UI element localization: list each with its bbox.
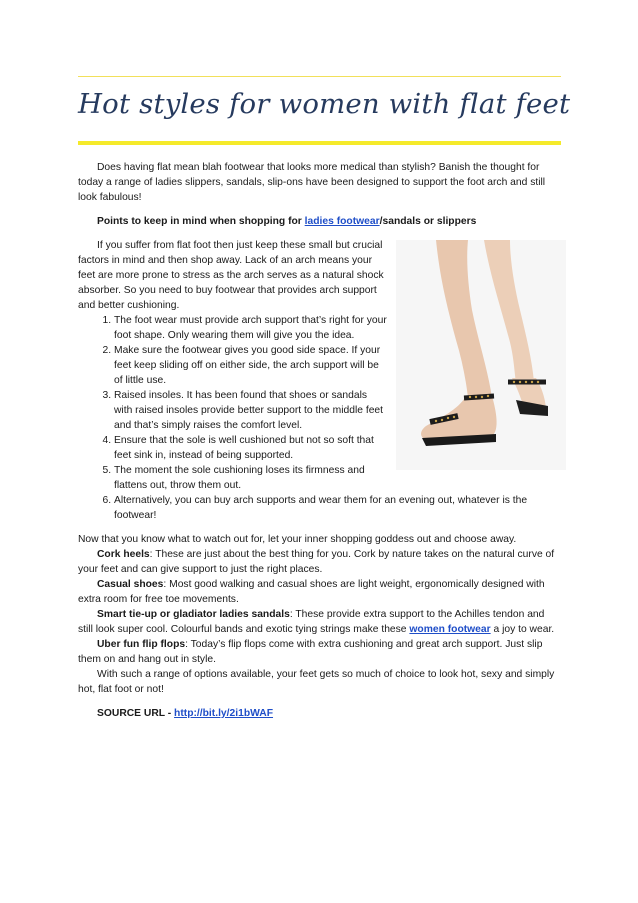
list-item: 2. Make sure the footwear gives you good side space. If your feet keep sliding off on either side, the arch support will be of little use. [114,343,562,388]
cork-heels-paragraph: Cork heels: These are just about the best thing for you. Cork by nature takes on the natural curve of your feet and can give support to just the right places. [78,549,555,575]
intro-paragraph: Does having flat mean blah footwear that looks more medical than stylish? Banish the thought for today a range of ladies slippers, sandals, slip-ons have been designed to support the foot arch and still look fabulous! [78,162,546,203]
casual-shoes-paragraph: Casual shoes: Most good walking and casual shoes are light weight, ergonomically designed with extra room for free toe movements. [78,579,545,605]
list-item: 6. Alternatively, you can buy arch supports and wear them for an evening out, whatever is the footwear! [114,493,562,523]
source-line: SOURCE URL - http://bit.ly/2i1bWAF [97,708,274,719]
sandals-photo [396,240,566,470]
para-flat-foot: If you suffer from flat foot then just keep these small but crucial factors in mind and then shop away. Lack of an arch means your feet are more prone to stress as the arch serves as a natural shock absorber. So you need to buy footwear that provides arch support and better cushioning. [78,238,562,313]
list-item: 4. Ensure that the sole is well cushioned but not so soft that feet sink in, instead of being supported. [114,433,562,463]
page-title: Hot styles for women with flat feet [78,88,571,120]
flip-flops-paragraph: Uber fun flip flops: Today’s flip flops come with extra cushioning and great arch support. Just slip them on and hang out in style. [78,639,543,665]
article-body [78,160,562,721]
para-shopping: Now that you know what to watch out for, let your inner shopping goddess out and choose away. [78,534,517,545]
source-url-link[interactable]: http://bit.ly/2i1bWAF [174,708,274,719]
title-underline [78,141,561,145]
ladies-footwear-link[interactable]: ladies footwear [304,216,380,227]
list-item: 1. The foot wear must provide arch support that’s right for your foot shape. Only wearing them will give you the idea. [114,313,562,343]
points-heading: Points to keep in mind when shopping for ladies footwear/sandals or slippers [97,216,477,227]
closing-paragraph: With such a range of options available, your feet gets so much of choice to look hot, sexy and simply hot, flat foot or not! [78,669,555,695]
list-item: 3. Raised insoles. It has been found that shoes or sandals with raised insoles provide better support to the middle feet and that’s simply raises the comfort level. [114,388,562,433]
women-footwear-link[interactable]: women footwear [409,624,491,635]
top-rule [78,76,561,77]
smart-sandals-paragraph: Smart tie-up or gladiator ladies sandals: These provide extra support to the Achilles tendon and still look super cool. Colourful bands and exotic tying strings make these women footwear a joy to wear. [78,609,555,635]
sandal-feet-illustration [396,240,566,470]
list-item: 5. The moment the sole cushioning loses its firmness and flattens out, throw them out. [114,463,562,493]
